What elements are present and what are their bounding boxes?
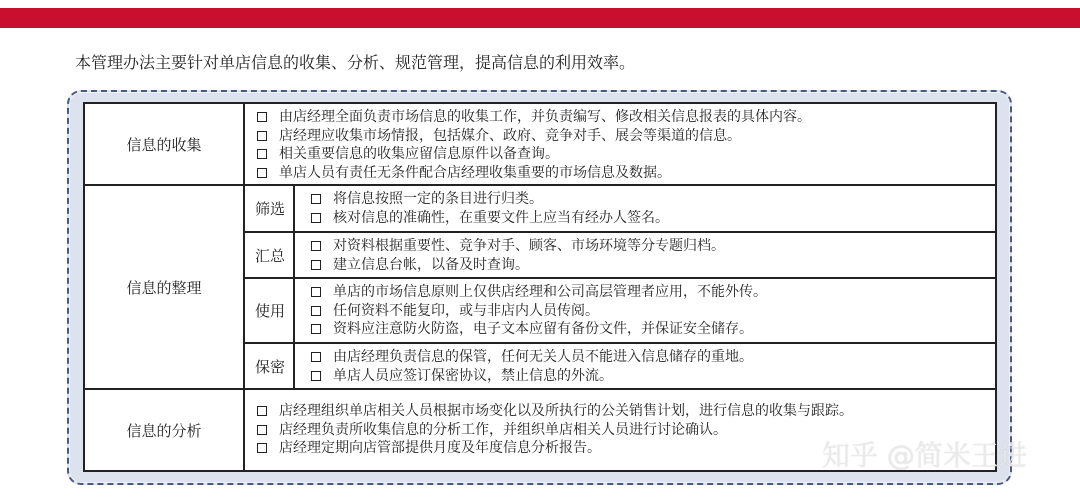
sub-label-usage: 使用 — [254, 302, 285, 320]
filter-list — [311, 190, 669, 227]
collection-list — [257, 108, 811, 182]
list-item: 相关重要信息的收集应留信息原件以备查询。 — [257, 145, 811, 164]
category-label: 信息的收集 — [126, 135, 202, 154]
usage-list — [311, 283, 767, 339]
checkbox-icon — [257, 406, 267, 416]
checkbox-icon — [311, 324, 321, 334]
list-item: 单店人员应签订保密协议，禁止信息的外流。 — [311, 367, 753, 386]
list-item: 店经理定期向店管部提供月度及年度信息分析报告。 — [257, 439, 853, 458]
checkbox-icon — [311, 213, 321, 223]
category-collection — [85, 104, 245, 184]
category-organization — [85, 186, 245, 388]
sub-row-divider — [245, 231, 995, 233]
list-item: 资料应注意防火防盗，电子文本应留有备份文件，并保证安全储存。 — [311, 320, 767, 339]
checkbox-icon — [257, 425, 267, 435]
checkbox-icon — [311, 371, 321, 381]
info-management-table — [83, 102, 997, 472]
list-item: 由店经理全面负责市场信息的收集工作，并负责编写、修改相关信息报表的具体内容。 — [257, 108, 811, 127]
checkbox-icon — [257, 112, 267, 122]
checkbox-icon — [311, 306, 321, 316]
watermark-text: 知乎 @简米王进 — [822, 439, 1027, 472]
intro-text: 本管理办法主要针对单店信息的收集、分析、规范管理，提高信息的利用效率。 — [75, 53, 636, 72]
list-item: 任何资料不能复印，或与非店内人员传阅。 — [311, 302, 767, 321]
checkbox-icon — [311, 241, 321, 251]
analysis-list — [257, 402, 853, 458]
list-item: 店经理应收集市场情报，包括媒介、政府、竞争对手、展会等渠道的信息。 — [257, 127, 811, 146]
sub-label-summary: 汇总 — [254, 246, 285, 265]
checkbox-icon — [311, 287, 321, 297]
list-item: 单店的市场信息原则上仅供店经理和公司高层管理者应用，不能外传。 — [311, 283, 767, 302]
category-analysis — [85, 390, 245, 470]
list-item: 建立信息台帐，以备及时查询。 — [311, 256, 725, 275]
list-item: 对资料根据重要性、竞争对手、顾客、市场环境等分专题归档。 — [311, 237, 725, 256]
checkbox-icon — [257, 131, 267, 141]
sub-label-confidential: 保密 — [254, 357, 285, 376]
list-item: 店经理组织单店相关人员根据市场变化以及所执行的公关销售计划，进行信息的收集与跟踪。 — [257, 402, 853, 421]
checkbox-icon — [257, 149, 267, 159]
list-item: 将信息按照一定的条目进行归类。 — [311, 190, 669, 209]
list-item: 核对信息的准确性，在重要文件上应当有经办人签名。 — [311, 209, 669, 228]
list-item: 店经理负责所收集信息的分析工作，并组织单店相关人员进行讨论确认。 — [257, 421, 853, 440]
checkbox-icon — [311, 194, 321, 204]
sub-label-filter: 筛选 — [254, 200, 285, 218]
list-item: 由店经理负责信息的保管，任何无关人员不能进入信息储存的重地。 — [311, 348, 753, 367]
checkbox-icon — [311, 352, 321, 362]
sub-row-divider — [245, 277, 995, 279]
summary-list — [311, 237, 725, 274]
category-label: 信息的分析 — [126, 421, 202, 440]
checkbox-icon — [257, 168, 267, 178]
sub-row-divider — [245, 342, 995, 344]
list-item: 单店人员有责任无条件配合店经理收集重要的市场信息及数据。 — [257, 164, 811, 183]
top-accent-bar — [0, 8, 1080, 28]
category-label: 信息的整理 — [126, 278, 202, 297]
checkbox-icon — [257, 443, 267, 453]
checkbox-icon — [311, 260, 321, 270]
confidential-list — [311, 348, 753, 385]
